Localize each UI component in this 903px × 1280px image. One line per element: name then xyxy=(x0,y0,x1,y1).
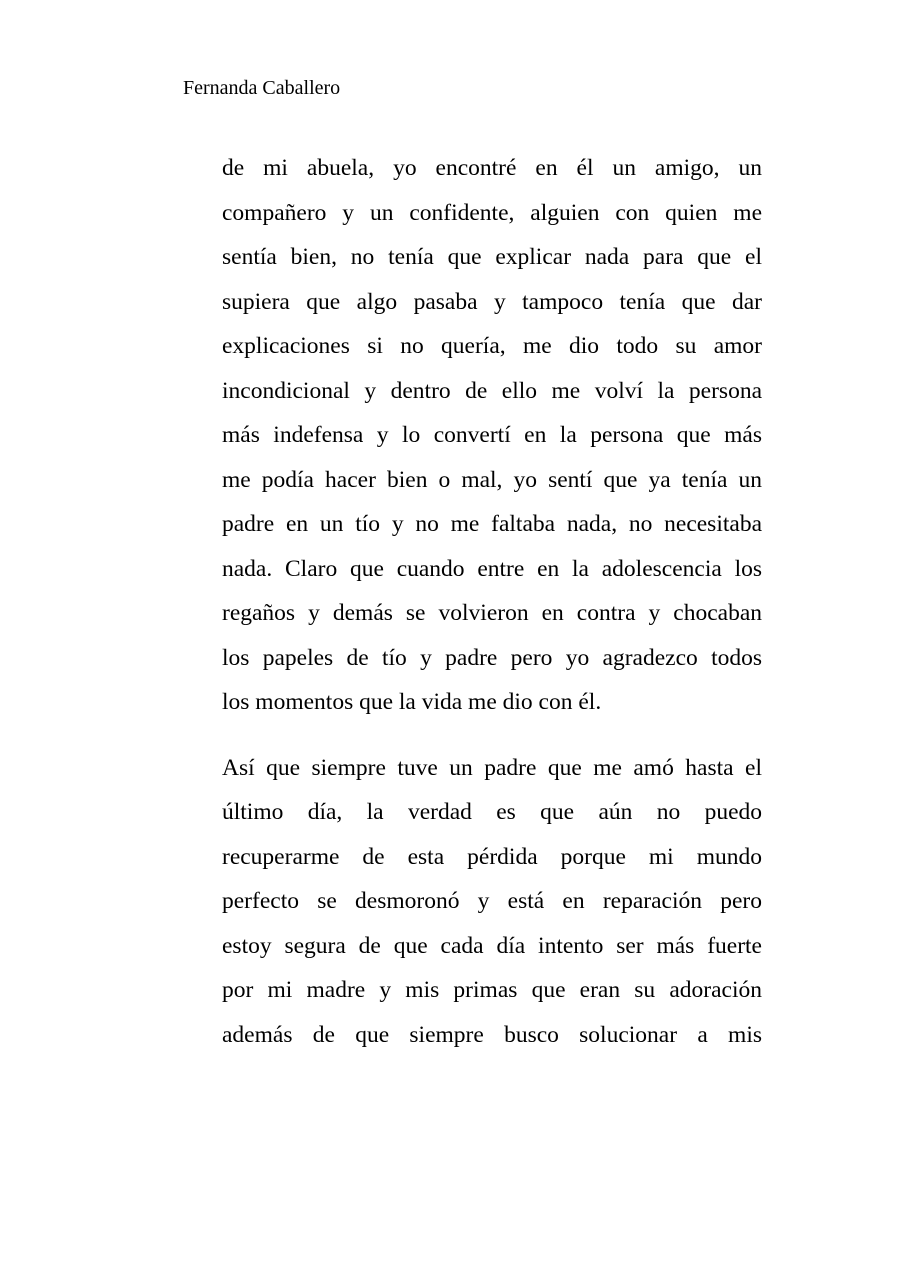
text-line: explicaciones si no quería, me dio todo su amor xyxy=(222,333,762,359)
text-line: padre en un tío y no me faltaba nada, no necesitaba xyxy=(222,511,762,537)
text-line: recuperarme de esta pérdida porque mi mundo xyxy=(222,843,762,870)
text-line: regaños y demás se volvieron en contra y chocaban xyxy=(222,600,762,626)
text-line: nada. Claro que cuando entre en la adolescencia los xyxy=(222,555,762,582)
text-line: me podía hacer bien o mal, yo sentí que ya tenía un xyxy=(222,466,762,493)
text-line: Así que siempre tuve un padre que me amó hasta el xyxy=(222,754,762,781)
text-line: perfecto se desmoronó y está en reparación pero xyxy=(222,888,762,914)
text-line: supiera que algo pasaba y tampoco tenía que dar xyxy=(222,288,762,315)
paragraph-2 xyxy=(222,746,762,1058)
text-line: de mi abuela, yo encontré en él un amigo, un xyxy=(222,155,762,181)
text-line: además de que siempre busco solucionar a mis xyxy=(222,1021,762,1048)
paragraph-1 xyxy=(222,146,762,725)
text-line: por mi madre y mis primas que eran su adoración xyxy=(222,977,762,1003)
text-line: compañero y un confidente, alguien con quien me xyxy=(222,199,762,226)
text-line: último día, la verdad es que aún no puedo xyxy=(222,799,762,825)
body-text xyxy=(222,146,762,1057)
page-header-author: Fernanda Caballero xyxy=(183,77,341,99)
text-line: sentía bien, no tenía que explicar nada para que el xyxy=(222,244,762,270)
text-line: estoy segura de que cada día intento ser más fuerte xyxy=(222,932,762,959)
text-line: incondicional y dentro de ello me volví la persona xyxy=(222,377,762,404)
text-line: más indefensa y lo convertí en la persona que más xyxy=(222,422,762,448)
text-line: los papeles de tío y padre pero yo agradezco todos xyxy=(222,644,762,671)
text-line: los momentos que la vida me dio con él. xyxy=(222,689,602,715)
